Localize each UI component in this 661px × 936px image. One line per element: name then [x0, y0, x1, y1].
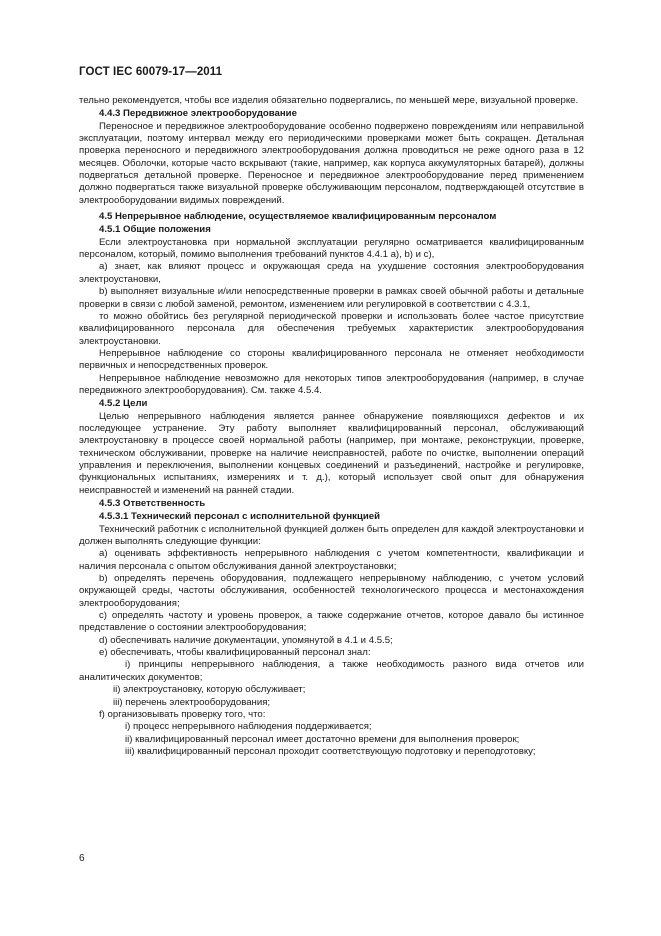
paragraph: Целью непрерывного наблюдения является раннее обнаружение появляющихся дефектов и их последующее устранение. Эту работу выполняет квалифицированный персонал, обслуживающий электроустановку в процессе своей нормальной работы (например, при монтаже, реконструкции, проверке, техническом обслуживании, проверке на наличие неисправностей, работе по очистке, выполнении операций управления и переключения, выполнении концевых соединений и разъединений, настройке и регулировке, функциональных испытаниях, измерениях и т. д.), который использует свой опыт для обнаружения неисправностей и изменений на ранней стадии. — [79, 410, 584, 496]
section-heading-4-5-3-1: 4.5.3.1 Технический персонал с исполнительной функцией — [99, 511, 380, 523]
sub-list-item-ii: ii) квалифицированный персонал имеет достаточно времени для выполнения проверок; — [125, 733, 520, 745]
section-heading-4-4-3: 4.4.3 Передвижное электрооборудование — [99, 108, 297, 120]
sub-list-item-iii: iii) квалифицированный персонал проходит соответствующую подготовку и переподготовку; — [125, 745, 536, 757]
paragraph: Если электроустановка при нормальной эксплуатации регулярно осматривается квалифицированным персоналом, который, помимо выполнения требований пунктов 4.4.1 а), b) и с), — [79, 236, 584, 261]
paragraph: Непрерывное наблюдение со стороны квалифицированного персонала не отменяет необходимости первичных и непосредственных проверок. — [79, 347, 584, 372]
section-heading-4-5-3: 4.5.3 Ответственность — [99, 498, 206, 509]
sub-list-item-iii: iii) перечень электрооборудования; — [113, 696, 271, 708]
paragraph: Непрерывное наблюдение невозможно для некоторых типов электрооборудования (например, в случае передвижного электрооборудования). См. также 4.5.4. — [79, 372, 584, 396]
list-item-e: е) обеспечивать, чтобы квалифицированный персонал знал: — [99, 647, 371, 659]
section-heading-4-5: 4.5 Непрерывное наблюдение, осуществляемое квалифицированным персоналом — [99, 211, 497, 223]
sub-list-item-ii: ii) электроустановку, которую обслуживает; — [113, 684, 306, 696]
section-heading-4-5-2: 4.5.2 Цели — [99, 398, 148, 410]
section-heading-4-5-1: 4.5.1 Общие положения — [99, 224, 211, 236]
sub-list-item-i: i) процесс непрерывного наблюдения поддерживается; — [125, 721, 372, 733]
paragraph: Переносное и передвижное электрооборудование особенно подвержено повреждениям или неправильной эксплуатации, поэтому интервал между его периодическими проверками может быть сокращен. Детальная проверка переносного и передвижного электрооборудования должна проводиться не реже одного раза в 12 месяцев. Оболочки, которые часто вскрывают (такие, например, как корпуса аккумуляторных батарей), должны подвергаться детальной проверке. Переносное и передвижное электрооборудование перед применением должно подвергаться также визуальной проверке обслуживающим персоналом, подтверждающей отсутствие в электрооборудовании видимых повреждений. — [79, 120, 584, 206]
paragraph-continuation: тельно рекомендуется, чтобы все изделия обязательно подвергались, по меньшей мере, визуальной проверке. — [79, 95, 579, 106]
list-item-d: d) обеспечивать наличие документации, упомянутой в 4.1 и 4.5.5; — [99, 634, 393, 646]
list-item-a: а) оценивать эффективность непрерывного наблюдения с учетом компетентности, квалификации и наличия персонала с опытом обслуживания данной электроустановки; — [79, 548, 584, 572]
list-item-a: а) знает, как влияют процесс и окружающая среда на ухудшение состояния электрооборудования электроустановки, — [79, 261, 584, 285]
list-item-c: с) определять частоту и уровень проверок, а также содержание отчетов, которое давало бы истинное представление о состоянии электрооборудования; — [79, 610, 584, 634]
list-item-f: f) организовывать проверку того, что: — [99, 708, 266, 720]
page-number: 6 — [79, 853, 85, 864]
list-item-b: b) определять перечень оборудования, подлежащего непрерывному наблюдению, с учетом условий окружающей среды, частоты обслуживания, особенностей технологического процесса и местонахождения электрооборудования; — [79, 573, 584, 609]
page-header: ГОСТ IEC 60079-17—2011 — [79, 66, 223, 78]
paragraph: то можно обойтись без регулярной периодической проверки и использовать более частое присутствие квалифицированного персонала для обеспечения требуемых характеристик электрооборудования электроустановки. — [79, 310, 584, 347]
paragraph: Технический работник с исполнительной функцией должен быть определен для каждой электроустановки и должен выполнять следующие функции: — [79, 523, 584, 548]
document-body — [79, 95, 584, 758]
list-item-b: b) выполняет визуальные и/или непосредственные проверки в рамках своей обычной работы и детальные проверки в связи с любой заменой, ремонтом, изменением или регулировкой в соответствии с 4.3.1, — [79, 286, 584, 310]
sub-list-item-i: i) принципы непрерывного наблюдения, а также необходимость разного вида отчетов или аналитических документов; — [79, 659, 584, 683]
